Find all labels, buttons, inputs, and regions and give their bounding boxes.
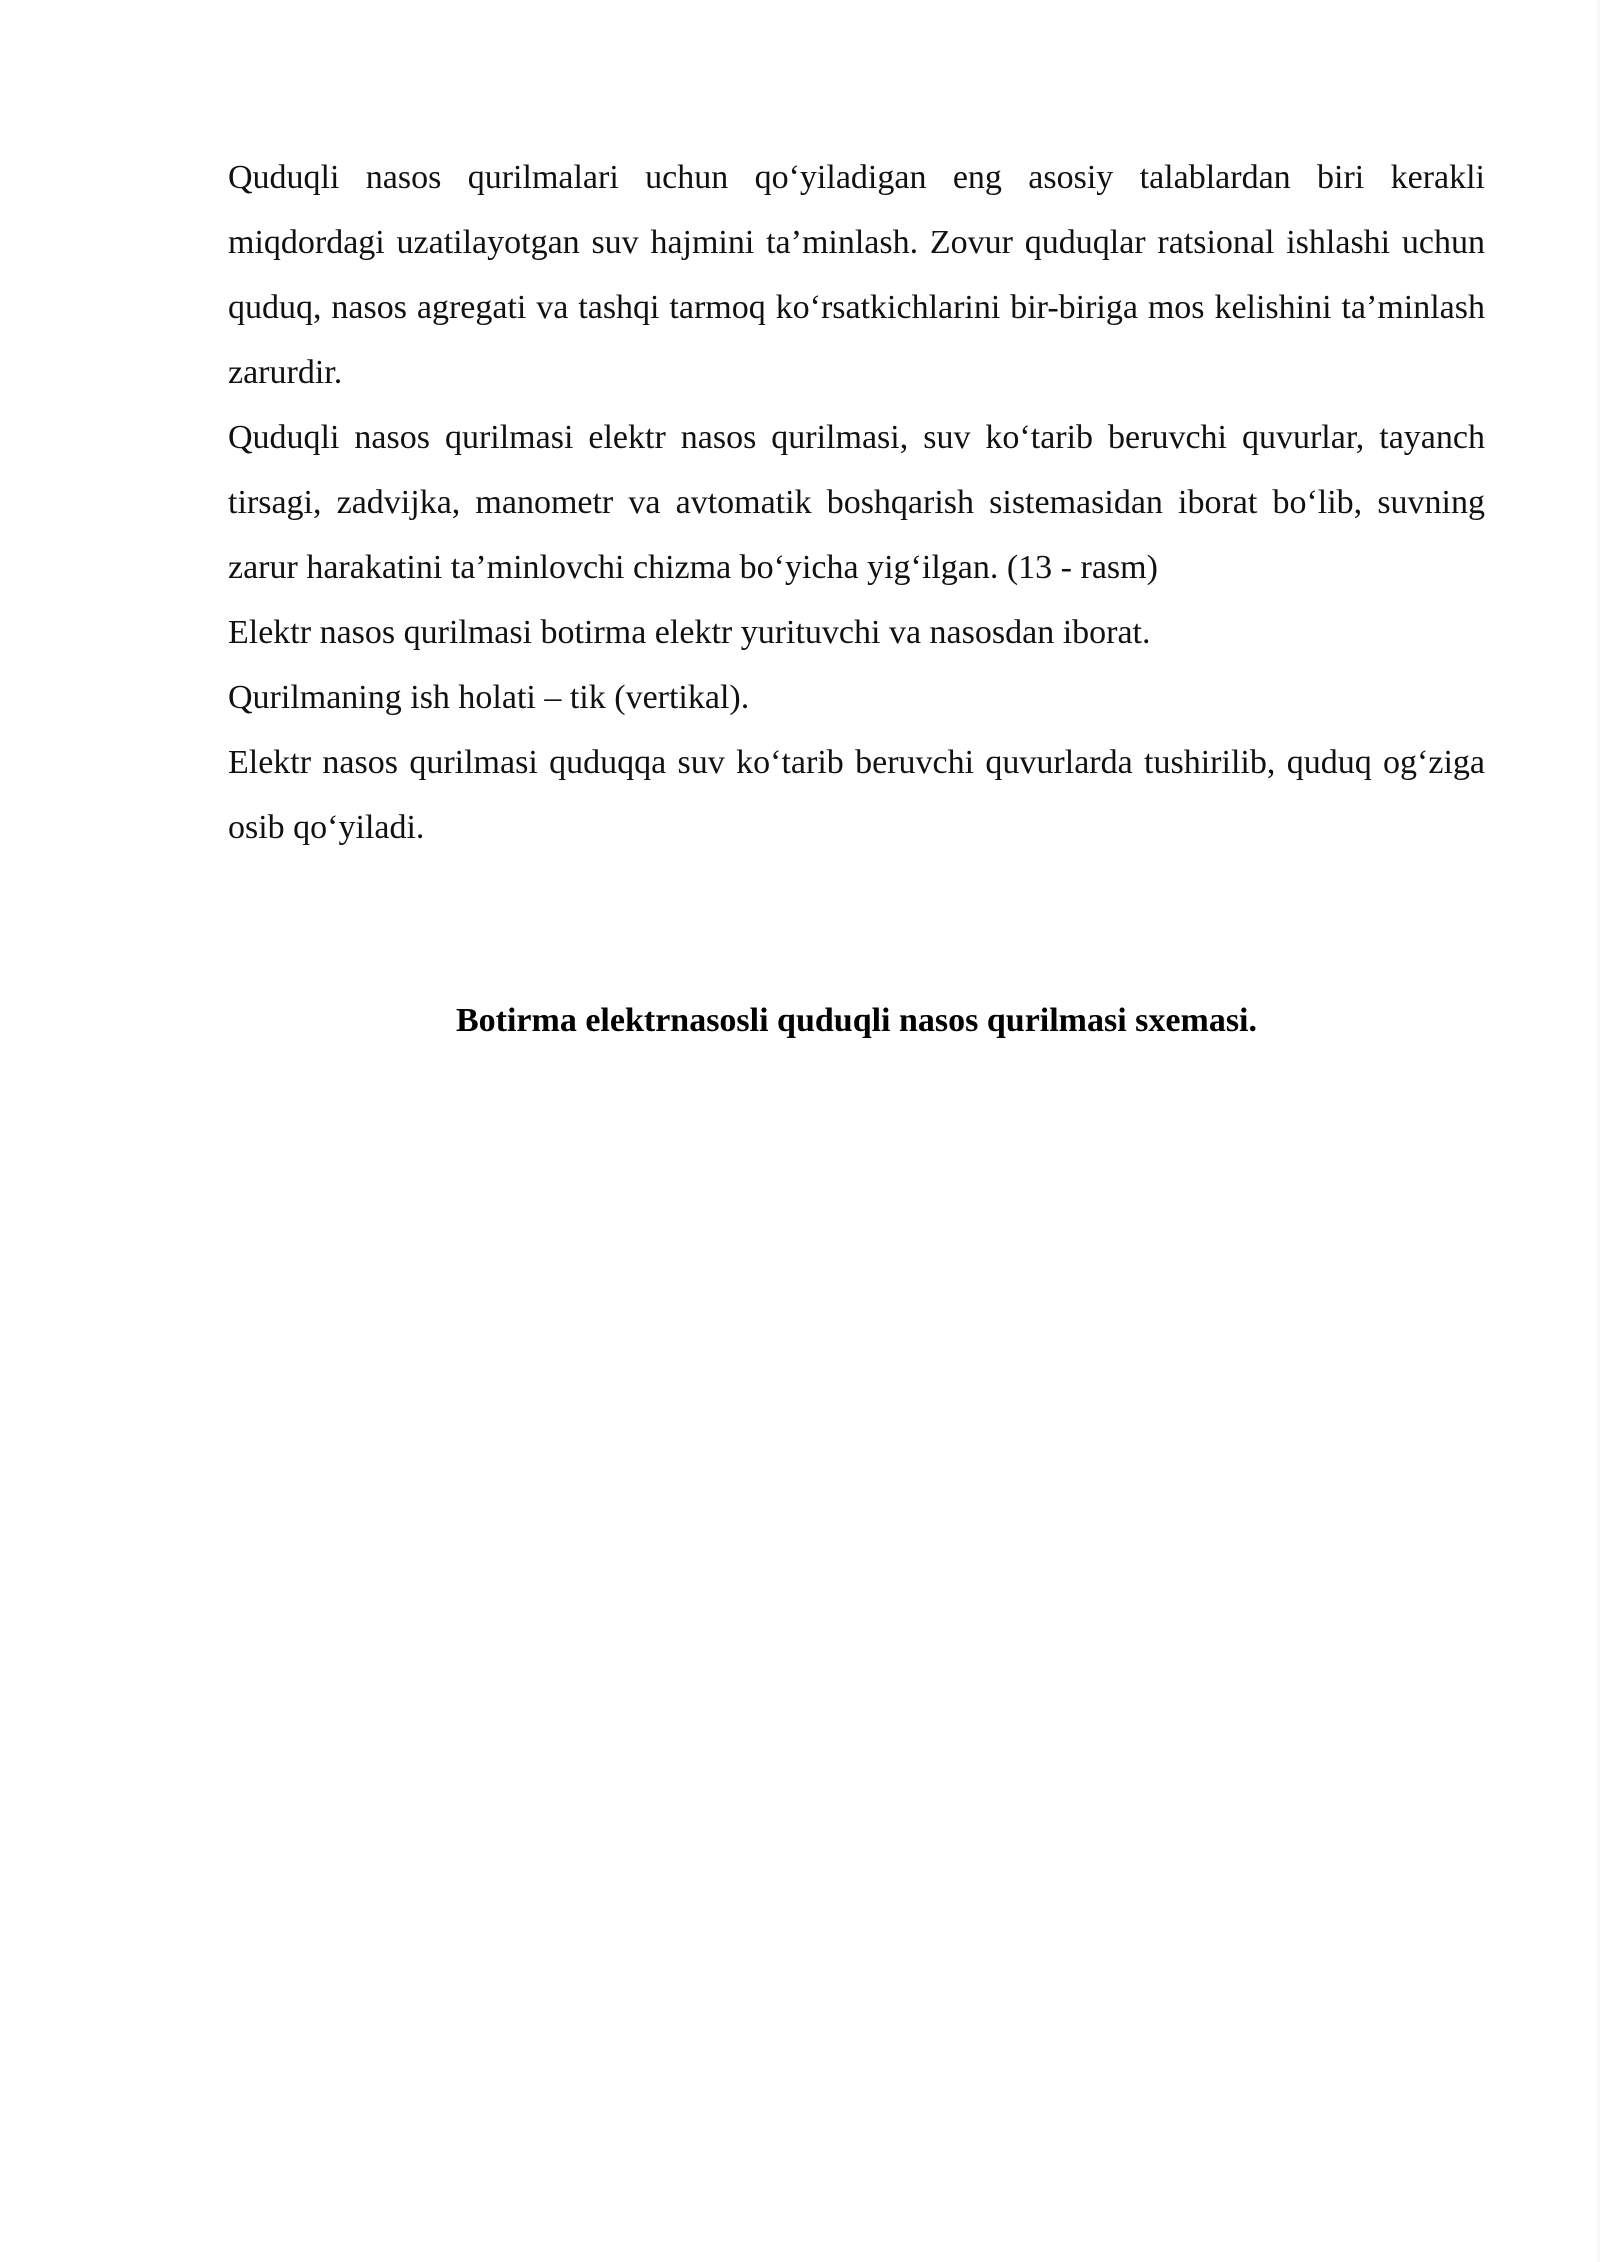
paragraph-orientation: Qurilmaning ish holati – tik (vertikal). bbox=[228, 679, 750, 716]
paragraph-composition: Quduqli nasos qurilmasi elektr nasos qurilmasi, suv ko‘tarib beruvchi quvurlar, tayanch tirsagi, zadvijka, manometr va avtomatik boshqarish sistemasidan iborat bo‘lib, suvning zarur harakatini ta’minlovchi chizma bo‘yicha yig‘ilgan. (13 - rasm) bbox=[228, 419, 1485, 586]
paragraph-installation: Elektr nasos qurilmasi quduqqa suv ko‘tarib beruvchi quvurlarda tushirilib, quduq og‘ziga osib qo‘yiladi. bbox=[228, 744, 1485, 846]
section-heading: Botirma elektrnasosli quduqli nasos qurilmasi sxemasi. bbox=[455, 1002, 1257, 1039]
paragraph-pump-unit: Elektr nasos qurilmasi botirma elektr yurituvchi va nasosdan iborat. bbox=[228, 614, 1151, 651]
page-edge-shadow bbox=[1594, 0, 1600, 2262]
body-text bbox=[228, 145, 1485, 860]
paragraph-requirements: Quduqli nasos qurilmalari uchun qo‘yiladigan eng asosiy talablardan biri kerakli miqdordagi uzatilayotgan suv hajmini ta’minlash. Zovur quduqlar ratsional ishlashi uchun quduq, nasos agregati va tashqi tarmoq ko‘rsatkichlarini bir-biriga mos kelishini ta’minlash zarurdir. bbox=[228, 159, 1485, 391]
